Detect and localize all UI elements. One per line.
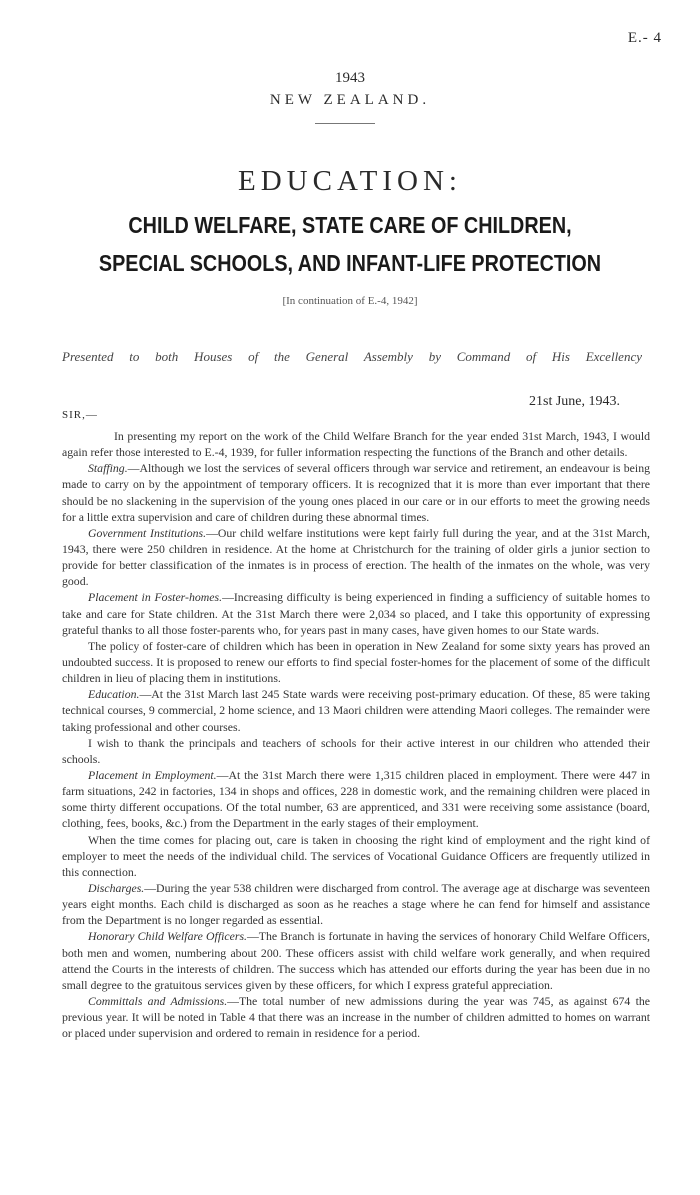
paragraph-text: —During the year 538 children were discharged from control. The average age at discharge was seventeen years eight months. Each child is discharged as soon as he reaches a stage where he can fend for himself and assistance from the Department is no longer regarded as essential.: [62, 880, 650, 928]
paragraph-text: —Increasing difficulty is being experienced in finding a sufficiency of suitable homes to take and care for State children. At the 31st March there were 2,034 so placed, and I take this opportunity of expressing grateful thanks to all those foster-parents who, for years past in many cases, have given homes to our State wards.: [62, 590, 650, 637]
report-body: [62, 428, 650, 1041]
paragraph: [62, 767, 650, 832]
paragraph: [62, 735, 650, 767]
paragraph-text: —The total number of new admissions during the year was 745, as against 674 the previous year. It will be noted in Table 4 that there was an increase in the number of children admitted to homes on warrant or placed under supervision and ordered to remain in residence for a period.: [62, 993, 651, 1041]
letter-date: 21st June, 1943.: [529, 394, 620, 409]
section-heading: Placement in Foster-homes.: [88, 590, 223, 605]
paragraph-text: I wish to thank the principals and teachers of schools for their active interest in our children who attended their schools.: [62, 735, 650, 766]
salutation: SIR,—: [62, 409, 98, 421]
paragraph: [62, 880, 650, 928]
subject-heading: EDUCATION:: [238, 165, 462, 197]
header-divider: [315, 123, 375, 124]
section-heading: Education.: [88, 687, 140, 702]
section-heading: Government Institutions.: [88, 525, 207, 540]
paragraph-text: The policy of foster-care of children which has been in operation in New Zealand for some sixty years has proved an undoubted success. It is proposed to renew our efforts to find special foster-homes for the placement of some of the difficult children in lieu of placing them in institutions.: [62, 638, 650, 686]
section-heading: Honorary Child Welfare Officers.: [88, 929, 247, 944]
section-heading: Staffing.: [88, 461, 128, 476]
paragraph-text: —Our child welfare institutions were kept fairly full during the year, and at the 31st March, 1943, there were 250 children in residence. At the home at Christchurch for the training of older girls a junior section to provide for better classification of the inmates is in process of erection. The health of the inmates on the whole, was very good.: [62, 525, 650, 589]
document-year: 1943: [335, 70, 365, 86]
paragraph-text: —At the 31st March there were 1,315 children placed in employment. There were 447 in farm situations, 242 in factories, 134 in shops and offices, 228 in domestic work, and the remaining children were placed in some thirty different occupations. Of the total number, 63 are apprenticed, and 331 were receiving some assistance (board, clothing, fees, books, &c.) from the Department in the early stages of their employment.: [62, 767, 651, 831]
country-heading: NEW ZEALAND.: [269, 92, 431, 108]
paragraph: [62, 928, 650, 993]
paragraph: [62, 993, 650, 1041]
paragraph: [62, 525, 650, 590]
paragraph: [62, 832, 650, 880]
presentation-line: Presented to both Houses of the General Assembly by Command of His Excellency: [62, 349, 642, 364]
report-title: CHILD WELFARE, STATE CARE OF CHILDREN, SPECIAL SCHOOLS, AND INFANT-LIFE PROTECTION: [98, 212, 602, 276]
paragraph: [62, 638, 650, 686]
section-heading: Discharges.: [88, 880, 145, 895]
paragraph-text: —At the 31st March last 245 State wards were receiving post-primary education. Of these, 85 were taking technical courses, 9 commercial, 2 home science, and 13 Maori children were attending Maori colleges. The remainder were taking professional and other courses.: [62, 687, 650, 734]
paragraph-text: In presenting my report on the work of the Child Welfare Branch for the year ended 31st March, 1943, I would again refer those interested to E.-4, 1939, for fuller information respecting the functions of the Branch and other details.: [62, 429, 650, 460]
document-reference: E.- 4: [627, 30, 662, 46]
continuation-note: [In continuation of E.-4, 1942]: [282, 295, 418, 307]
paragraph-text: When the time comes for placing out, care is taken in choosing the right kind of employment and the right kind of employer to meet the needs of the individual child. The services of Vocational Guidance Officers are frequently utilized in this connection.: [62, 832, 650, 879]
paragraph: [62, 686, 650, 734]
paragraph: [62, 460, 650, 525]
paragraph-text: —Although we lost the services of several officers through war service and retirement, an endeavour is being made to carry on by the appointment of temporary officers. It is recognized that it is more than ever important that there should be no slackening in the supervision of the young ones placed in our care or in our efforts to meet the growing needs for a little extra supervision and care of children during these abnormal times.: [62, 461, 650, 524]
section-heading: Committals and Admissions.: [88, 993, 228, 1008]
paragraph: [62, 428, 650, 460]
section-heading: Placement in Employment.: [88, 767, 217, 782]
paragraph: [62, 589, 650, 637]
paragraph-text: —The Branch is fortunate in having the services of honorary Child Welfare Officers, both men and women, numbering about 200. These officers assist with child welfare work generally, and when required attend the Courts in the interests of children. The success which has attended our efforts during the year has been due in no small degree to the gratuitous services given by these officers, for which I express grateful appreciation.: [62, 929, 650, 992]
